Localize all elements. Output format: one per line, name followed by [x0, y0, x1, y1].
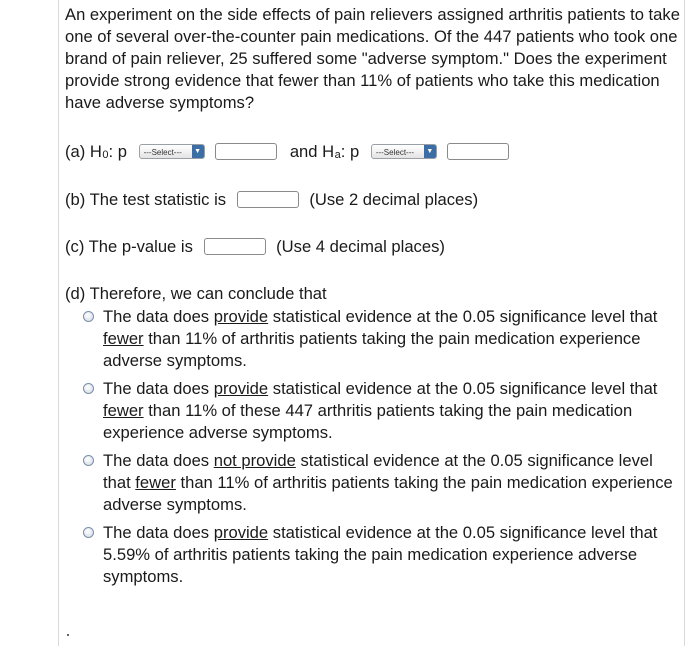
- radio-button[interactable]: [83, 311, 94, 322]
- h0-subscript: 0: [102, 148, 109, 161]
- radio-button[interactable]: [83, 527, 94, 538]
- ha-select-text: ---Select---: [375, 148, 415, 158]
- test-statistic-input[interactable]: [237, 191, 299, 208]
- option-underlined: fewer: [135, 473, 176, 492]
- option-text: statistical evidence at the 0.05 significance level that 5.59% of arthritis patients taking the pain medication experience adverse symptoms.: [103, 523, 658, 586]
- part-a-p: : p: [108, 141, 127, 161]
- conclusion-options: [65, 306, 680, 594]
- part-a-row: [65, 140, 509, 163]
- part-a-label: (a) H: [65, 141, 102, 161]
- option-underlined: fewer: [103, 401, 144, 420]
- part-c-label: (c) The p-value is: [65, 236, 193, 256]
- ha-value-input[interactable]: [447, 143, 509, 160]
- option-text: statistical evidence at the 0.05 significance level that: [103, 451, 653, 492]
- option-text: The data does: [103, 379, 214, 398]
- radio-button[interactable]: [83, 455, 94, 466]
- option-underlined: not provide: [213, 451, 296, 470]
- ha-operator-select[interactable]: [371, 144, 437, 159]
- h0-value-input[interactable]: [215, 143, 277, 160]
- option-text: The data does: [103, 523, 214, 542]
- conclusion-option-4[interactable]: [65, 522, 680, 588]
- h0-operator-select[interactable]: [139, 144, 205, 159]
- question-content: [65, 4, 680, 586]
- option-text: than 11% of arthritis patients taking the pain medication experience adverse symptoms.: [103, 329, 641, 370]
- conclusion-option-2[interactable]: [65, 378, 680, 444]
- part-c-hint: (Use 4 decimal places): [276, 236, 445, 256]
- conclusion-option-3[interactable]: [65, 450, 680, 516]
- part-b-label: (b) The test statistic is: [65, 189, 227, 209]
- option-text: statistical evidence at the 0.05 significance level that: [268, 307, 658, 326]
- part-b-hint: (Use 2 decimal places): [309, 189, 479, 209]
- part-b-row: [65, 188, 478, 211]
- h0-select-text: ---Select---: [143, 148, 182, 158]
- option-underlined: provide: [213, 307, 269, 326]
- option-underlined: provide: [213, 379, 269, 398]
- footer-mark: [67, 634, 69, 636]
- part-c-row: [65, 235, 445, 258]
- option-underlined: provide: [213, 523, 269, 542]
- option-text: The data does: [103, 307, 214, 326]
- option-text: statistical evidence at the 0.05 significance level that: [268, 379, 658, 398]
- part-d-label: (d) Therefore, we can conclude that: [65, 284, 327, 303]
- and-ha-label: and H: [289, 141, 335, 161]
- radio-button[interactable]: [83, 383, 94, 394]
- p-value-input[interactable]: [204, 238, 266, 255]
- ha-subscript: a: [334, 148, 341, 161]
- part-a-p2: : p: [340, 141, 360, 161]
- option-text: than 11% of arthritis patients taking the pain medication experience adverse symptoms.: [103, 473, 673, 514]
- dropdown-arrow-icon: ▼: [192, 145, 204, 158]
- conclusion-option-1[interactable]: [65, 306, 680, 372]
- option-underlined: fewer: [103, 329, 144, 348]
- option-text: The data does: [103, 451, 214, 470]
- dropdown-arrow-icon: ▼: [424, 145, 436, 158]
- option-text: than 11% of these 447 arthritis patients taking the pain medication experience adverse symptoms.: [103, 401, 633, 442]
- problem-statement: An experiment on the side effects of pain relievers assigned arthritis patients to take one of several over-the-counter pain medications. Of the 447 patients who took one brand of pain reliever, 25 suffered some "adverse symptom." Does the experiment provide strong evidence that fewer than 11% of patients who take this medication have adverse symptoms?: [65, 5, 680, 112]
